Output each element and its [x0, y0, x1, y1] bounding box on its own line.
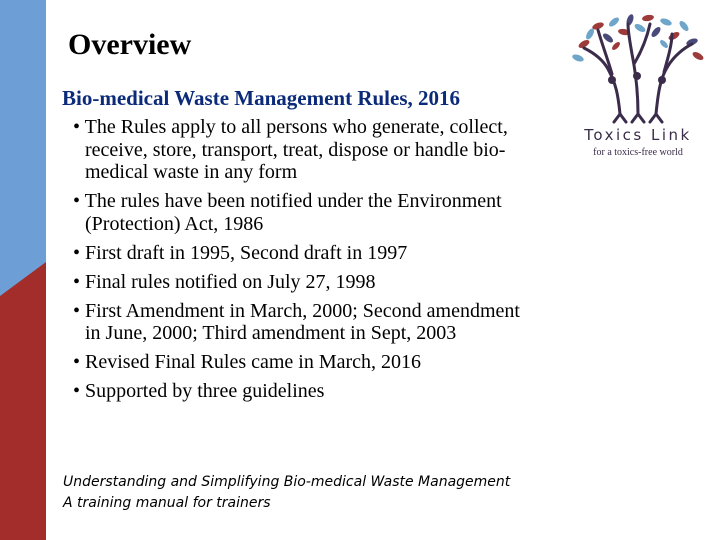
footer-line-subtitle: A training manual for trainers: [63, 495, 271, 511]
bullet-item: • Revised Final Rules came in March, 2016: [60, 351, 530, 374]
rules-subtitle: Bio-medical Waste Management Rules, 2016: [62, 86, 460, 110]
logo-name: Toxics Link: [584, 126, 692, 144]
footer-line-title: Understanding and Simplifying Bio-medical Waste Management: [63, 474, 511, 490]
toxics-link-logo: [568, 14, 708, 164]
bullet-item: • Final rules notified on July 27, 1998: [60, 271, 530, 294]
bullet-item: • The Rules apply to all persons who generate, collect, receive, store, transport, treat, dispose or handle bio-medical waste in any form: [60, 116, 530, 184]
logo-tagline: for a toxics-free world: [593, 147, 683, 158]
bullet-item: • First Amendment in March, 2000; Second amendment in June, 2000; Third amendment in Sept, 2003: [60, 300, 530, 345]
source-footer: [63, 472, 510, 514]
bullet-item: • First draft in 1995, Second draft in 1997: [60, 242, 530, 265]
side-color-bar: [0, 0, 46, 540]
tree-figures-icon: [568, 14, 708, 124]
page-title: Overview: [68, 28, 192, 61]
bullet-list: [60, 116, 530, 409]
bullet-item: • The rules have been notified under the Environment (Protection) Act, 1986: [60, 190, 530, 235]
bullet-item: • Supported by three guidelines: [60, 380, 530, 403]
